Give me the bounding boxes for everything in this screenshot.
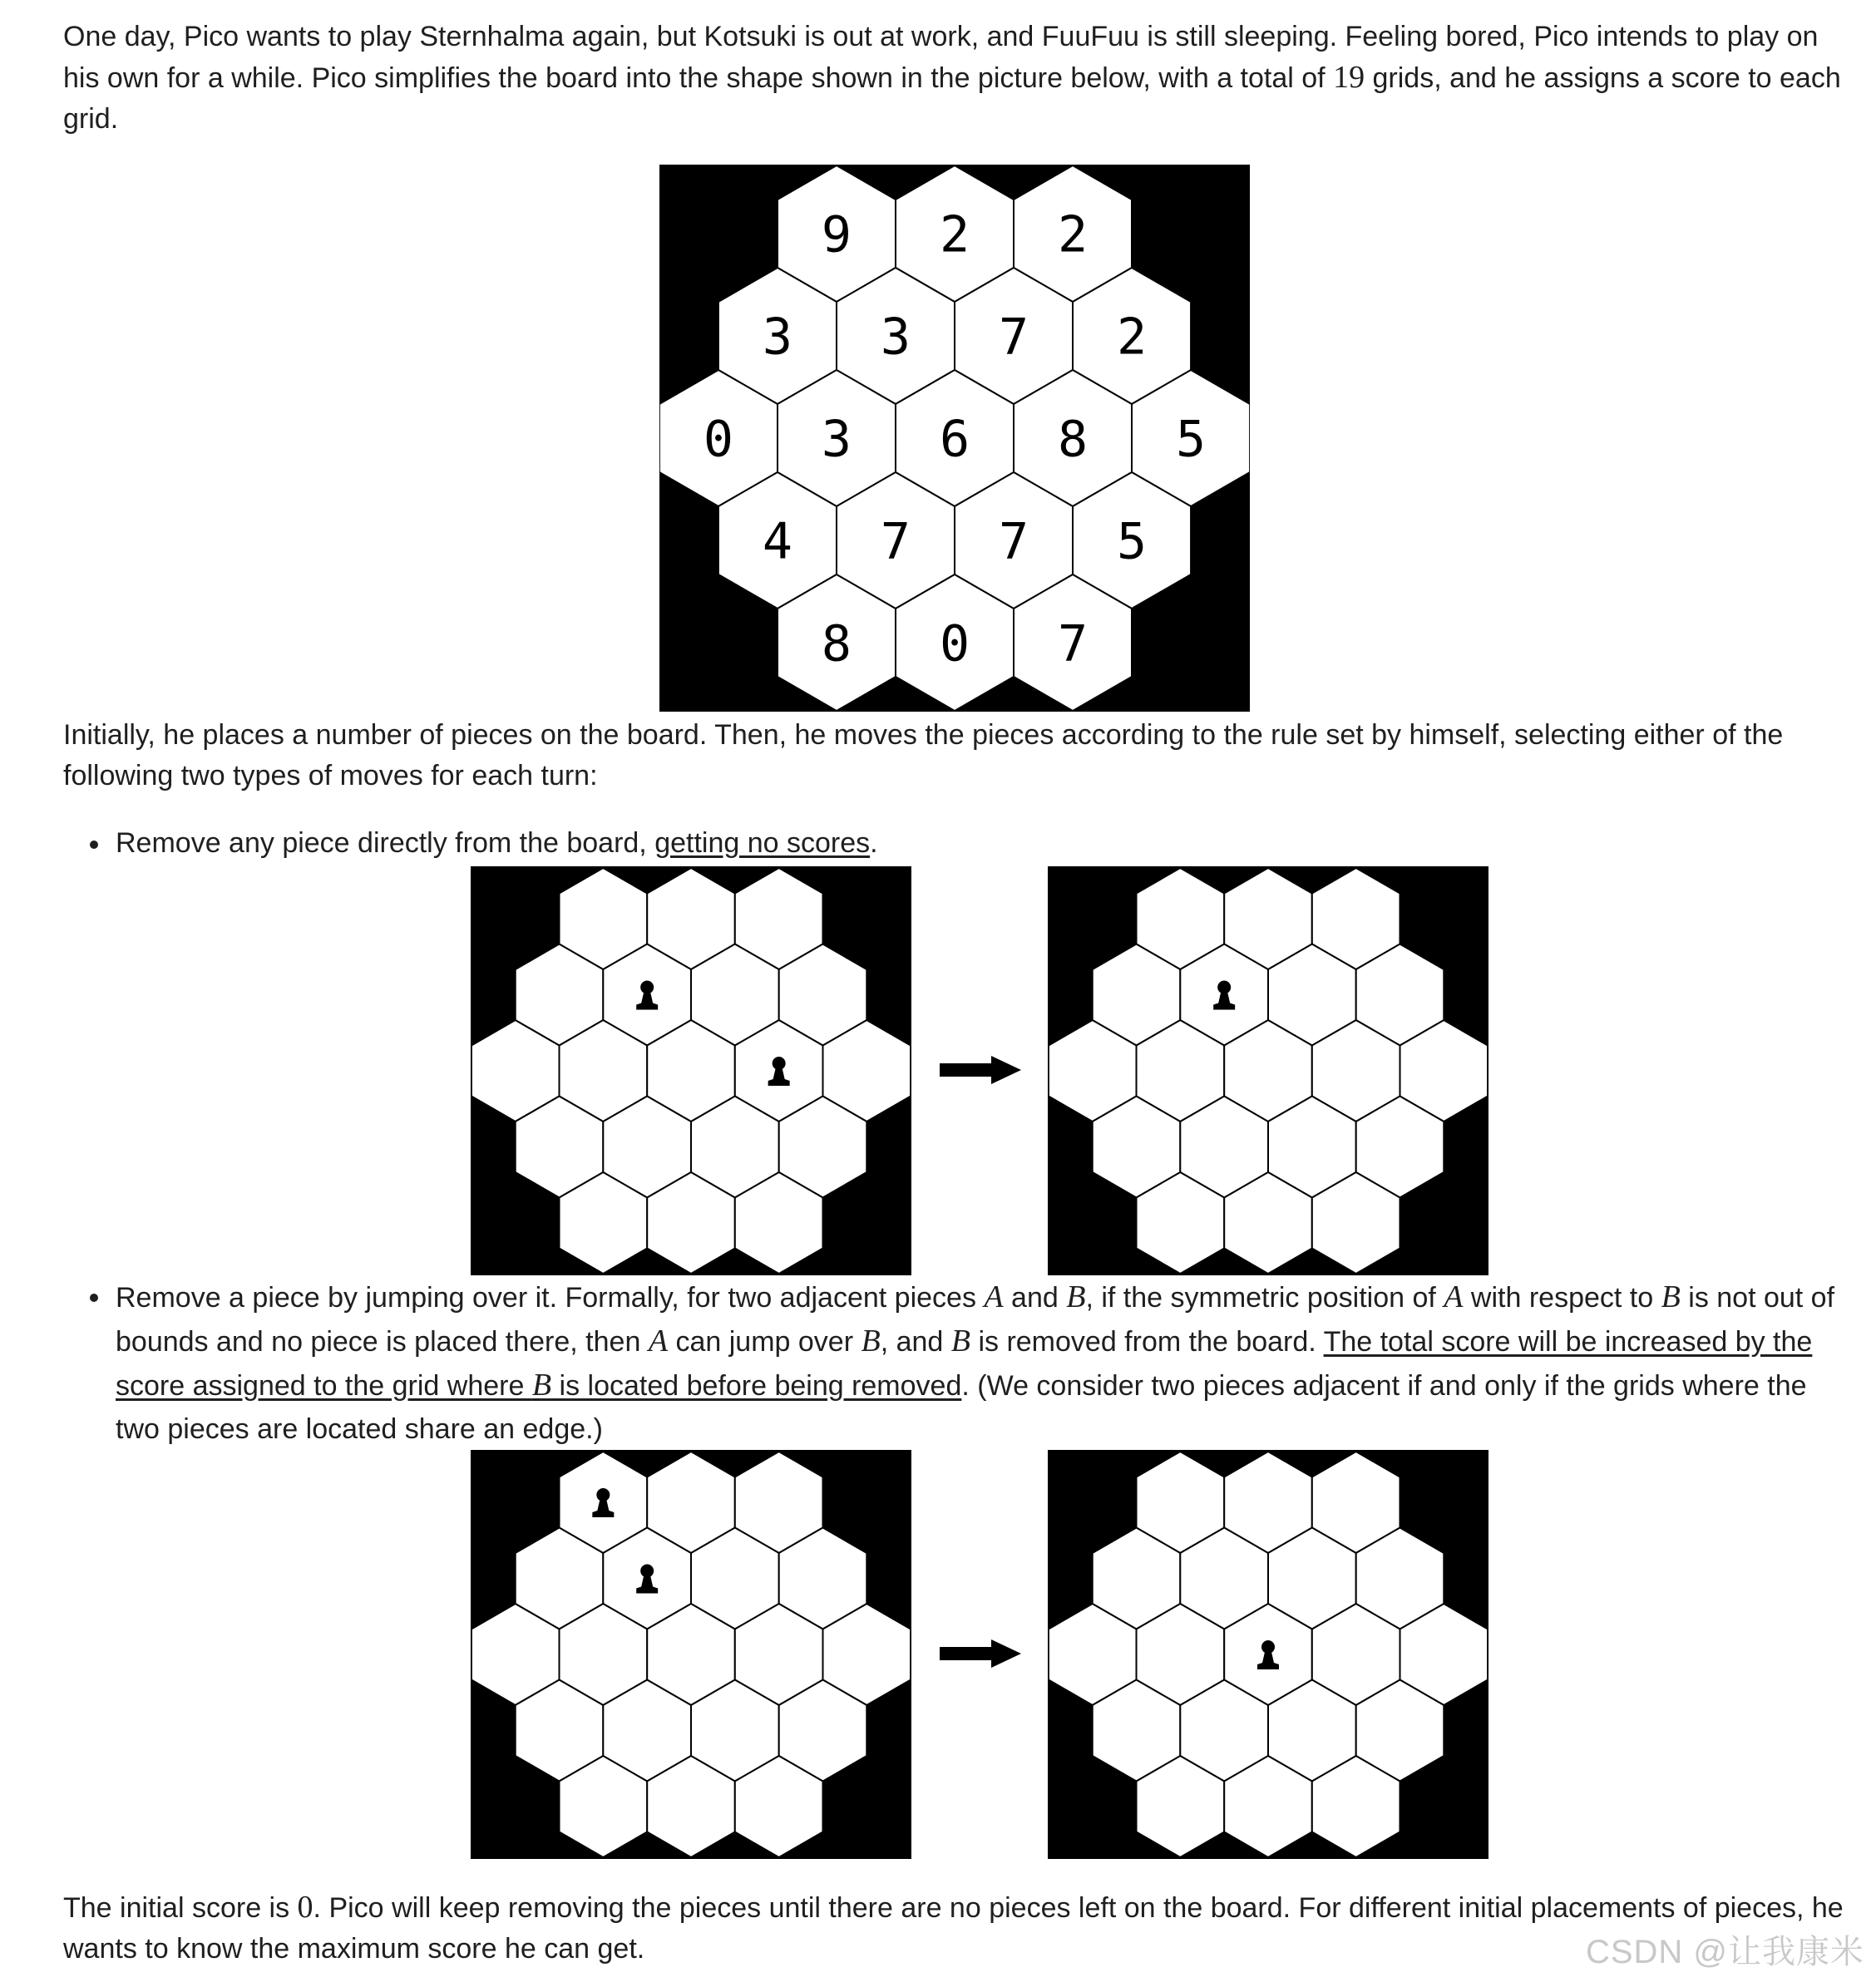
bullet-dot bbox=[90, 1294, 98, 1302]
cell-score: 2 bbox=[1057, 205, 1089, 264]
cell-score: 6 bbox=[939, 410, 970, 469]
right-arrow-icon bbox=[940, 1056, 1023, 1084]
cell-score: 5 bbox=[1116, 512, 1148, 571]
intro-text-2: grids, and he assigns a score to each grid. bbox=[63, 62, 1841, 135]
watermark: CSDN @让我康米 bbox=[1585, 1934, 1864, 1970]
rule1-text bbox=[116, 822, 1851, 865]
hex-board bbox=[1048, 866, 1488, 1275]
final-text-2: . Pico will keep removing the pieces until there are no pieces left on the board. For different initial placements of pieces, he wants to know the maximum score he can get. bbox=[63, 1892, 1844, 1965]
cell-score: 8 bbox=[1057, 410, 1089, 469]
rule1-underlined: getting no scores bbox=[654, 827, 871, 859]
intro-text-1: One day, Pico wants to play Sternhalma again, but Kotsuki is out at work, and FuuFuu is still sleeping. Feeling bored, Pico intends to play on his own for a while. Pico simplifies the board into the shape shown in the picture below, with a total of bbox=[63, 21, 1819, 94]
score-board-figure bbox=[659, 165, 1250, 712]
initially-paragraph: Initially, he places a number of pieces on the board. Then, he moves the pieces according to the rule set by himself, selecting either of the following two types of moves for each turn: bbox=[63, 719, 1784, 791]
rule2-text: Remove a piece by jumping over it. Formally, for two adjacent pieces A and B, if the symmetric position of A with respect to B is not out of bounds and no piece is placed there, then A can jump over B, and B is removed from the board. The total score will be increased by the score assigned to the grid where B is located before being removed. (We consider two pieces adjacent if and only if the grids where the two pieces are located share an edge.) bbox=[116, 1279, 1835, 1445]
cell-score: 2 bbox=[1116, 308, 1148, 367]
hex-board bbox=[471, 1450, 911, 1859]
final-paragraph bbox=[63, 1887, 1851, 1970]
cell-score: 3 bbox=[821, 410, 852, 469]
bullet-dot bbox=[90, 841, 98, 849]
initial-score: 0 bbox=[297, 1890, 313, 1925]
cell-score: 0 bbox=[939, 614, 970, 673]
cell-score: 7 bbox=[998, 308, 1029, 367]
intro-paragraph bbox=[63, 17, 1851, 140]
rule1-before-board bbox=[471, 866, 911, 1275]
cell-score: 8 bbox=[821, 614, 852, 673]
final-text-1: The initial score is bbox=[63, 1892, 298, 1924]
cell-score: 7 bbox=[880, 512, 911, 571]
rule2-after-board bbox=[1048, 1450, 1488, 1859]
hex-board bbox=[471, 866, 911, 1275]
rule2-before-board bbox=[471, 1450, 911, 1859]
cell-score: 2 bbox=[939, 205, 970, 264]
cell-score: 3 bbox=[762, 308, 793, 367]
cell-score: 7 bbox=[998, 512, 1029, 571]
score-board bbox=[659, 165, 1250, 712]
cell-score: 9 bbox=[821, 205, 852, 264]
grid-count: 19 bbox=[1333, 60, 1365, 95]
cell-score: 5 bbox=[1175, 410, 1207, 469]
cell-score: 7 bbox=[1057, 614, 1089, 673]
cell-score: 3 bbox=[880, 308, 911, 367]
rule1-end: . bbox=[870, 827, 878, 859]
cell-score: 4 bbox=[762, 512, 793, 571]
hex-board bbox=[1048, 1450, 1488, 1859]
cell-score: 0 bbox=[703, 410, 734, 469]
rule1-body: Remove any piece directly from the board, bbox=[116, 827, 655, 859]
rule2-underlined: The total score will be increased by the score assigned to the grid where B is located before being removed bbox=[116, 1326, 1813, 1403]
rule1-after-board bbox=[1048, 866, 1488, 1275]
right-arrow-icon bbox=[940, 1639, 1023, 1668]
